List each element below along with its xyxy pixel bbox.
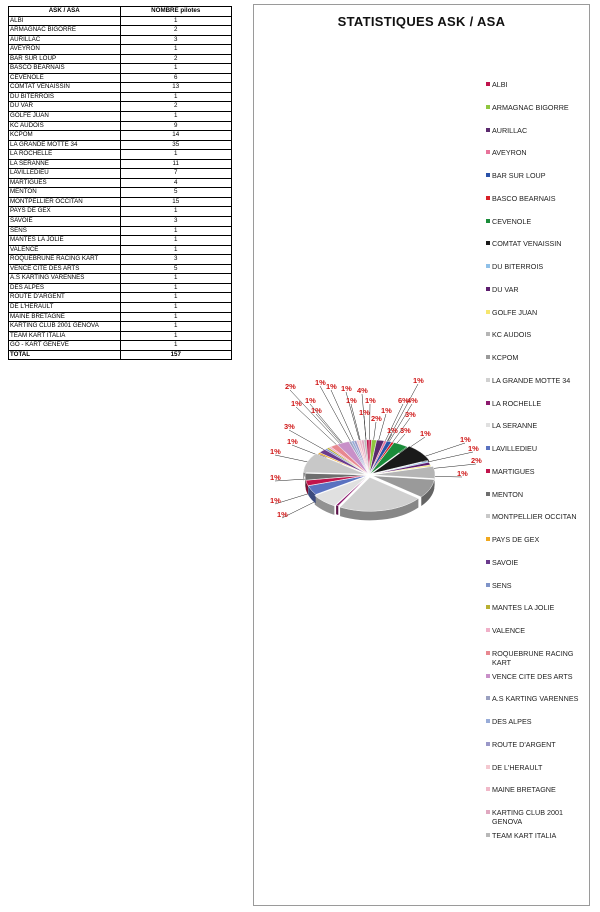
pie-percent-label: 1% — [326, 382, 337, 391]
table-row — [9, 102, 232, 112]
legend-swatch — [486, 674, 490, 678]
pie-percent-label: 1% — [287, 437, 298, 446]
legend-label: LA ROCHELLE — [492, 398, 542, 408]
pie-percent-label: 1% — [270, 447, 281, 456]
cell-club-name: DU BITERROIS — [9, 92, 121, 102]
pie-percent-label: 2% — [285, 382, 296, 391]
legend-item — [486, 376, 586, 385]
legend-label: LA SERANNE — [492, 421, 538, 431]
pie-percent-label: 1% — [420, 429, 431, 438]
legend-swatch — [486, 833, 490, 837]
legend-swatch — [486, 810, 490, 814]
legend-swatch — [486, 150, 490, 154]
table-total-row — [9, 350, 232, 360]
cell-pilot-count: 1 — [120, 341, 232, 351]
cell-pilot-count: 2 — [120, 54, 232, 64]
legend-swatch — [486, 196, 490, 200]
cell-club-name: ROQUEBRUNE RACING KART — [9, 255, 121, 265]
legend-item — [486, 535, 586, 544]
legend-label: SENS — [492, 580, 512, 590]
legend-label: LA GRANDE MOTTE 34 — [492, 375, 571, 385]
legend-swatch — [486, 173, 490, 177]
cell-club-name: DE L'HERAULT — [9, 302, 121, 312]
legend-item — [486, 512, 586, 521]
legend-label: VALENCE — [492, 626, 526, 635]
legend-item — [486, 831, 586, 840]
cell-pilot-count: 2 — [120, 102, 232, 112]
legend-label: GOLFE JUAN — [492, 307, 538, 317]
legend-item — [486, 217, 586, 226]
legend-item — [486, 785, 586, 794]
legend-swatch — [486, 446, 490, 450]
cell-pilot-count: 15 — [120, 197, 232, 207]
legend-item — [486, 763, 586, 772]
legend-item — [486, 239, 586, 248]
cell-club-name: MAINE BRETAGNE — [9, 312, 121, 322]
cell-pilot-count: 1 — [120, 245, 232, 255]
total-value: 157 — [120, 350, 232, 360]
pie-percent-label: 3% — [284, 422, 295, 431]
pie-percent-label: 4% — [357, 386, 368, 395]
legend-label: KARTING CLUB 2001 GENOVA — [492, 808, 563, 826]
table-row — [9, 245, 232, 255]
legend-label: MARTIGUES — [492, 466, 535, 476]
legend-item — [486, 808, 586, 826]
pie-percent-label: 1% — [270, 473, 281, 482]
legend-label: TEAM KART ITALIA — [492, 830, 557, 840]
cell-pilot-count: 3 — [120, 255, 232, 265]
legend-item — [486, 262, 586, 271]
table-row — [9, 83, 232, 93]
table-row — [9, 226, 232, 236]
legend-swatch — [486, 128, 490, 132]
legend-item — [486, 490, 586, 499]
legend-item — [486, 103, 586, 112]
cell-club-name: KC AUDOIS — [9, 121, 121, 131]
legend-swatch — [486, 469, 490, 473]
legend-swatch — [486, 378, 490, 382]
pie-percent-label: 1% — [381, 406, 392, 415]
cell-club-name: KARTING CLUB 2001 GENOVA — [9, 322, 121, 332]
legend-swatch — [486, 219, 490, 223]
table-row — [9, 54, 232, 64]
stats-table-container — [8, 6, 232, 360]
pie-percent-label: 1% — [387, 426, 398, 435]
cell-pilot-count: 2 — [120, 26, 232, 36]
cell-club-name: COMTAT VENAISSIN — [9, 83, 121, 93]
cell-pilot-count: 1 — [120, 112, 232, 122]
legend-label: ALBI — [492, 80, 508, 89]
legend-item — [486, 148, 586, 157]
legend-label: AVEYRON — [492, 148, 527, 158]
cell-pilot-count: 1 — [120, 322, 232, 332]
legend-item — [486, 421, 586, 430]
cell-club-name: MANTES LA JOLIE — [9, 236, 121, 246]
legend-item — [486, 717, 586, 726]
cell-pilot-count: 1 — [120, 312, 232, 322]
legend-item — [486, 558, 586, 567]
legend-item — [486, 694, 586, 703]
cell-club-name: LA SERANNE — [9, 159, 121, 169]
cell-pilot-count: 5 — [120, 188, 232, 198]
pie-percent-label: 3% — [400, 426, 411, 435]
cell-club-name: AURILLAC — [9, 35, 121, 45]
legend-swatch — [486, 560, 490, 564]
cell-club-name: SAVOIE — [9, 217, 121, 227]
legend-swatch — [486, 82, 490, 86]
cell-club-name: BAR SUR LOUP — [9, 54, 121, 64]
cell-club-name: ALBI — [9, 16, 121, 26]
cell-club-name: VALENCE — [9, 245, 121, 255]
legend-swatch — [486, 492, 490, 496]
table-row — [9, 322, 232, 332]
pie-percent-label: 2% — [471, 456, 482, 465]
legend-item — [486, 603, 586, 612]
table-row — [9, 178, 232, 188]
cell-pilot-count: 1 — [120, 302, 232, 312]
legend-label: DU VAR — [492, 284, 519, 294]
cell-club-name: DES ALPES — [9, 283, 121, 293]
legend-swatch — [486, 355, 490, 359]
cell-club-name: A.S KARTING VARENNES — [9, 274, 121, 284]
cell-club-name: ARMAGNAC BIGORRE — [9, 26, 121, 36]
legend-item — [486, 626, 586, 635]
legend-label: BAR SUR LOUP — [492, 171, 546, 180]
cell-pilot-count: 1 — [120, 92, 232, 102]
cell-club-name: MONTPELLIER OCCITAN — [9, 197, 121, 207]
legend-label: ARMAGNAC BIGORRE — [492, 102, 569, 112]
legend-swatch — [486, 264, 490, 268]
legend-swatch — [486, 310, 490, 314]
legend-swatch — [486, 514, 490, 518]
table-row — [9, 312, 232, 322]
column-header-pilots: NOMBRE pilotes — [120, 7, 232, 17]
legend-label: ROUTE D'ARGENT — [492, 739, 556, 749]
legend-label: AURILLAC — [492, 125, 528, 135]
cell-pilot-count: 35 — [120, 140, 232, 150]
legend-swatch — [486, 696, 490, 700]
cell-pilot-count: 14 — [120, 131, 232, 141]
cell-pilot-count: 1 — [120, 331, 232, 341]
table-row — [9, 274, 232, 284]
pie-percent-label: 1% — [270, 496, 281, 505]
cell-club-name: GOLFE JUAN — [9, 112, 121, 122]
legend-label: COMTAT VENAISSIN — [492, 239, 562, 249]
cell-pilot-count: 1 — [120, 64, 232, 74]
cell-club-name: CEVENOLE — [9, 73, 121, 83]
table-row — [9, 35, 232, 45]
chart-title: STATISTIQUES ASK / ASA — [337, 14, 506, 29]
legend-swatch — [486, 628, 490, 632]
table-row — [9, 45, 232, 55]
table-row — [9, 255, 232, 265]
pie-percent-label: 1% — [457, 469, 468, 478]
legend-item — [486, 353, 586, 362]
legend-swatch — [486, 241, 490, 245]
legend-label: LAVILLEDIEU — [492, 444, 538, 453]
legend-swatch — [486, 719, 490, 723]
legend-label: BASCO BEARNAIS — [492, 193, 556, 203]
cell-club-name: DU VAR — [9, 102, 121, 112]
table-row — [9, 159, 232, 169]
table-row — [9, 236, 232, 246]
legend-item — [486, 581, 586, 590]
pie-percent-label: 1% — [468, 444, 479, 453]
legend-item — [486, 126, 586, 135]
cell-club-name: MENTON — [9, 188, 121, 198]
cell-pilot-count: 1 — [120, 226, 232, 236]
pie-percent-label: 1% — [365, 396, 376, 405]
table-row — [9, 131, 232, 141]
cell-pilot-count: 1 — [120, 150, 232, 160]
pie-percent-label: 1% — [305, 396, 316, 405]
pie-slice-side — [336, 505, 338, 515]
column-header-club: ASK / ASA — [9, 7, 121, 17]
cell-club-name: ROUTE D'ARGENT — [9, 293, 121, 303]
legend-swatch — [486, 423, 490, 427]
table-row — [9, 217, 232, 227]
legend-item — [486, 399, 586, 408]
table-row — [9, 64, 232, 74]
cell-pilot-count: 1 — [120, 274, 232, 284]
cell-pilot-count: 13 — [120, 83, 232, 93]
legend-label: KC AUDOIS — [492, 330, 532, 340]
legend-label: PAYS DE GEX — [492, 535, 540, 544]
cell-pilot-count: 3 — [120, 217, 232, 227]
cell-pilot-count: 1 — [120, 236, 232, 246]
legend-swatch — [486, 651, 490, 655]
legend-label: DU BITERROIS — [492, 262, 544, 271]
table-row — [9, 283, 232, 293]
cell-club-name: TEAM KART ITALIA — [9, 331, 121, 341]
table-row — [9, 92, 232, 102]
pie-percent-label: 6% — [398, 396, 409, 405]
pie-percent-label: 1% — [291, 399, 302, 408]
cell-pilot-count: 6 — [120, 73, 232, 83]
legend-label: A.S KARTING VARENNES — [492, 694, 579, 704]
cell-pilot-count: 1 — [120, 16, 232, 26]
legend-swatch — [486, 105, 490, 109]
legend-swatch — [486, 605, 490, 609]
cell-pilot-count: 5 — [120, 264, 232, 274]
legend-swatch — [486, 742, 490, 746]
legend-item — [486, 649, 586, 667]
table-row — [9, 207, 232, 217]
legend-item — [486, 672, 586, 681]
cell-club-name: PAYS DE GEX — [9, 207, 121, 217]
table-row — [9, 197, 232, 207]
table-row — [9, 302, 232, 312]
cell-pilot-count: 9 — [120, 121, 232, 131]
table-header-row — [9, 7, 232, 17]
pie-percent-label: 1% — [277, 510, 288, 519]
cell-club-name: LA ROCHELLE — [9, 150, 121, 160]
cell-club-name: LAVILLEDIEU — [9, 169, 121, 179]
pie-percent-label: 1% — [413, 376, 424, 385]
legend-swatch — [486, 537, 490, 541]
cell-club-name: SENS — [9, 226, 121, 236]
cell-club-name: AVEYRON — [9, 45, 121, 55]
legend-item — [486, 467, 586, 476]
pie-percent-label: 1% — [359, 408, 370, 417]
table-row — [9, 140, 232, 150]
pie-percent-label: 1% — [311, 406, 322, 415]
legend-label: DE L'HERAULT — [492, 762, 543, 772]
table-row — [9, 150, 232, 160]
cell-pilot-count: 4 — [120, 178, 232, 188]
table-row — [9, 188, 232, 198]
cell-club-name: GO - KART GENEVE — [9, 341, 121, 351]
legend-item — [486, 444, 586, 453]
table-row — [9, 16, 232, 26]
legend-swatch — [486, 583, 490, 587]
table-body — [9, 16, 232, 360]
cell-club-name: LA GRANDE MOTTE 34 — [9, 140, 121, 150]
table-row — [9, 26, 232, 36]
cell-pilot-count: 1 — [120, 207, 232, 217]
legend-item — [486, 80, 586, 89]
legend-label: MONTPELLIER OCCITAN — [492, 512, 577, 522]
pie-percent-label: 1% — [346, 396, 357, 405]
cell-club-name: KCPOM — [9, 131, 121, 141]
total-label: TOTAL — [9, 350, 121, 360]
chart-frame — [253, 4, 590, 906]
table-row — [9, 169, 232, 179]
table-row — [9, 73, 232, 83]
legend-label: MANTES LA JOLIE — [492, 603, 555, 613]
cell-pilot-count: 1 — [120, 283, 232, 293]
cell-pilot-count: 1 — [120, 293, 232, 303]
pie-percent-label: 4% — [407, 396, 418, 405]
pie-percent-label: 1% — [341, 384, 352, 393]
table-row — [9, 112, 232, 122]
cell-pilot-count: 7 — [120, 169, 232, 179]
legend-swatch — [486, 765, 490, 769]
cell-club-name: MARTIGUES — [9, 178, 121, 188]
cell-pilot-count: 11 — [120, 159, 232, 169]
legend-label: CEVENOLE — [492, 216, 532, 226]
cell-pilot-count: 3 — [120, 35, 232, 45]
legend-swatch — [486, 787, 490, 791]
legend-item — [486, 194, 586, 203]
legend-label: KCPOM — [492, 353, 519, 362]
legend-label: VENCE CITE DES ARTS — [492, 671, 573, 681]
legend-item — [486, 285, 586, 294]
legend-item — [486, 308, 586, 317]
legend-item — [486, 740, 586, 749]
legend-swatch — [486, 332, 490, 336]
table-row — [9, 293, 232, 303]
table-row — [9, 264, 232, 274]
cell-club-name: VENCE CITE DES ARTS — [9, 264, 121, 274]
pie-percent-label: 1% — [315, 378, 326, 387]
legend-swatch — [486, 287, 490, 291]
legend-swatch — [486, 401, 490, 405]
pie-percent-label: 1% — [460, 435, 471, 444]
table-row — [9, 121, 232, 131]
cell-club-name: BASCO BEARNAIS — [9, 64, 121, 74]
legend-item — [486, 171, 586, 180]
pie-percent-label: 2% — [371, 414, 382, 423]
legend-label: MENTON — [492, 489, 524, 499]
legend-label: ROQUEBRUNE RACING KART — [492, 648, 574, 667]
legend-item — [486, 330, 586, 339]
legend-label: DES ALPES — [492, 717, 532, 726]
legend-label: MAINE BRETAGNE — [492, 785, 556, 795]
table-row — [9, 331, 232, 341]
cell-pilot-count: 1 — [120, 45, 232, 55]
stats-table — [8, 6, 232, 360]
legend-label: SAVOIE — [492, 557, 519, 567]
pie-percent-label: 3% — [405, 410, 416, 419]
table-row — [9, 341, 232, 351]
